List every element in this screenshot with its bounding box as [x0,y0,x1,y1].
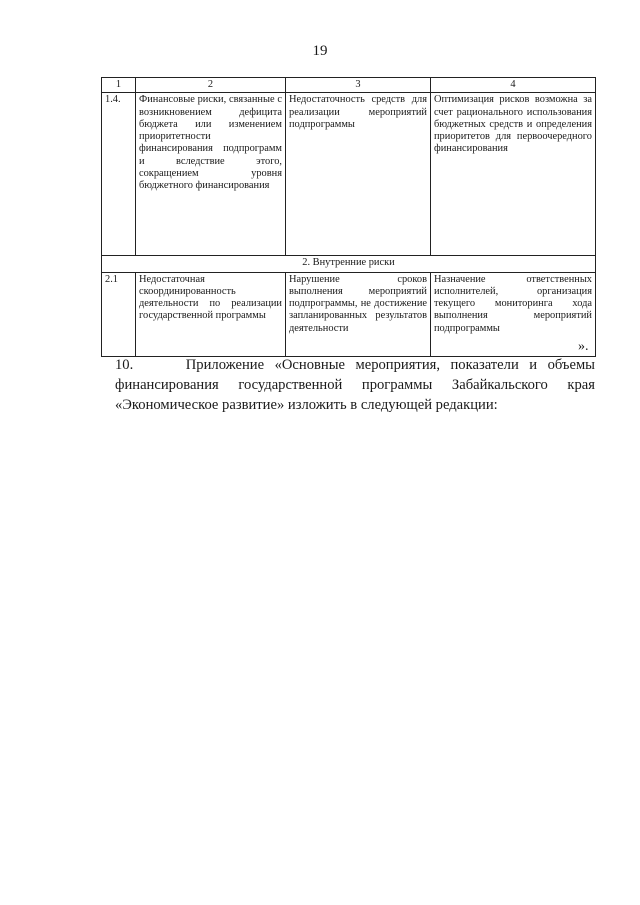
risk-description: Финансовые риски, связанные с возникновением дефицита бюджета или изменением приоритетности финансирования подпрограмм и вследствие этого, сокращением уровня бюджетного финансирования [136,93,286,256]
section-title: 2. Внутренние риски [102,256,596,272]
table-header-cell: 4 [431,78,596,93]
risk-mitigation: Оптимизация рисков возможна за счет рационального использования бюджетных средств и определения приоритетов для первоочередного финансирования [431,93,596,256]
table-header-row [102,78,596,93]
table-row [102,93,596,256]
risk-consequence: Нарушение сроков выполнения мероприятий подпрограммы, не достижение запланированных результатов деятельности [286,272,431,356]
table-header-cell: 3 [286,78,431,93]
page-number: 19 [312,43,328,59]
risk-consequence: Недостаточность средств для реализации мероприятий подпрограммы [286,93,431,256]
closing-quote: ». [578,339,589,354]
paragraph-text: Приложение «Основные мероприятия, показатели и объемы финансирования государственной программы Забайкальского края «Экономическое развитие» изложить в следующей редакции: [115,357,595,413]
risk-table [101,77,596,357]
risk-mitigation: Назначение ответственных исполнителей, организация текущего мониторинга хода выполнения мероприятий подпрограммы [431,272,596,356]
section-row [102,256,596,272]
paragraph-number: 10. [115,357,134,373]
row-number: 2.1 [102,272,136,356]
amendment-paragraph [115,355,595,415]
risk-description: Недостаточная скоординированность деятельности по реализации государственной программы [136,272,286,356]
table-row [102,272,596,356]
table-header-cell: 2 [136,78,286,93]
table-header-cell: 1 [102,78,136,93]
row-number: 1.4. [102,93,136,256]
